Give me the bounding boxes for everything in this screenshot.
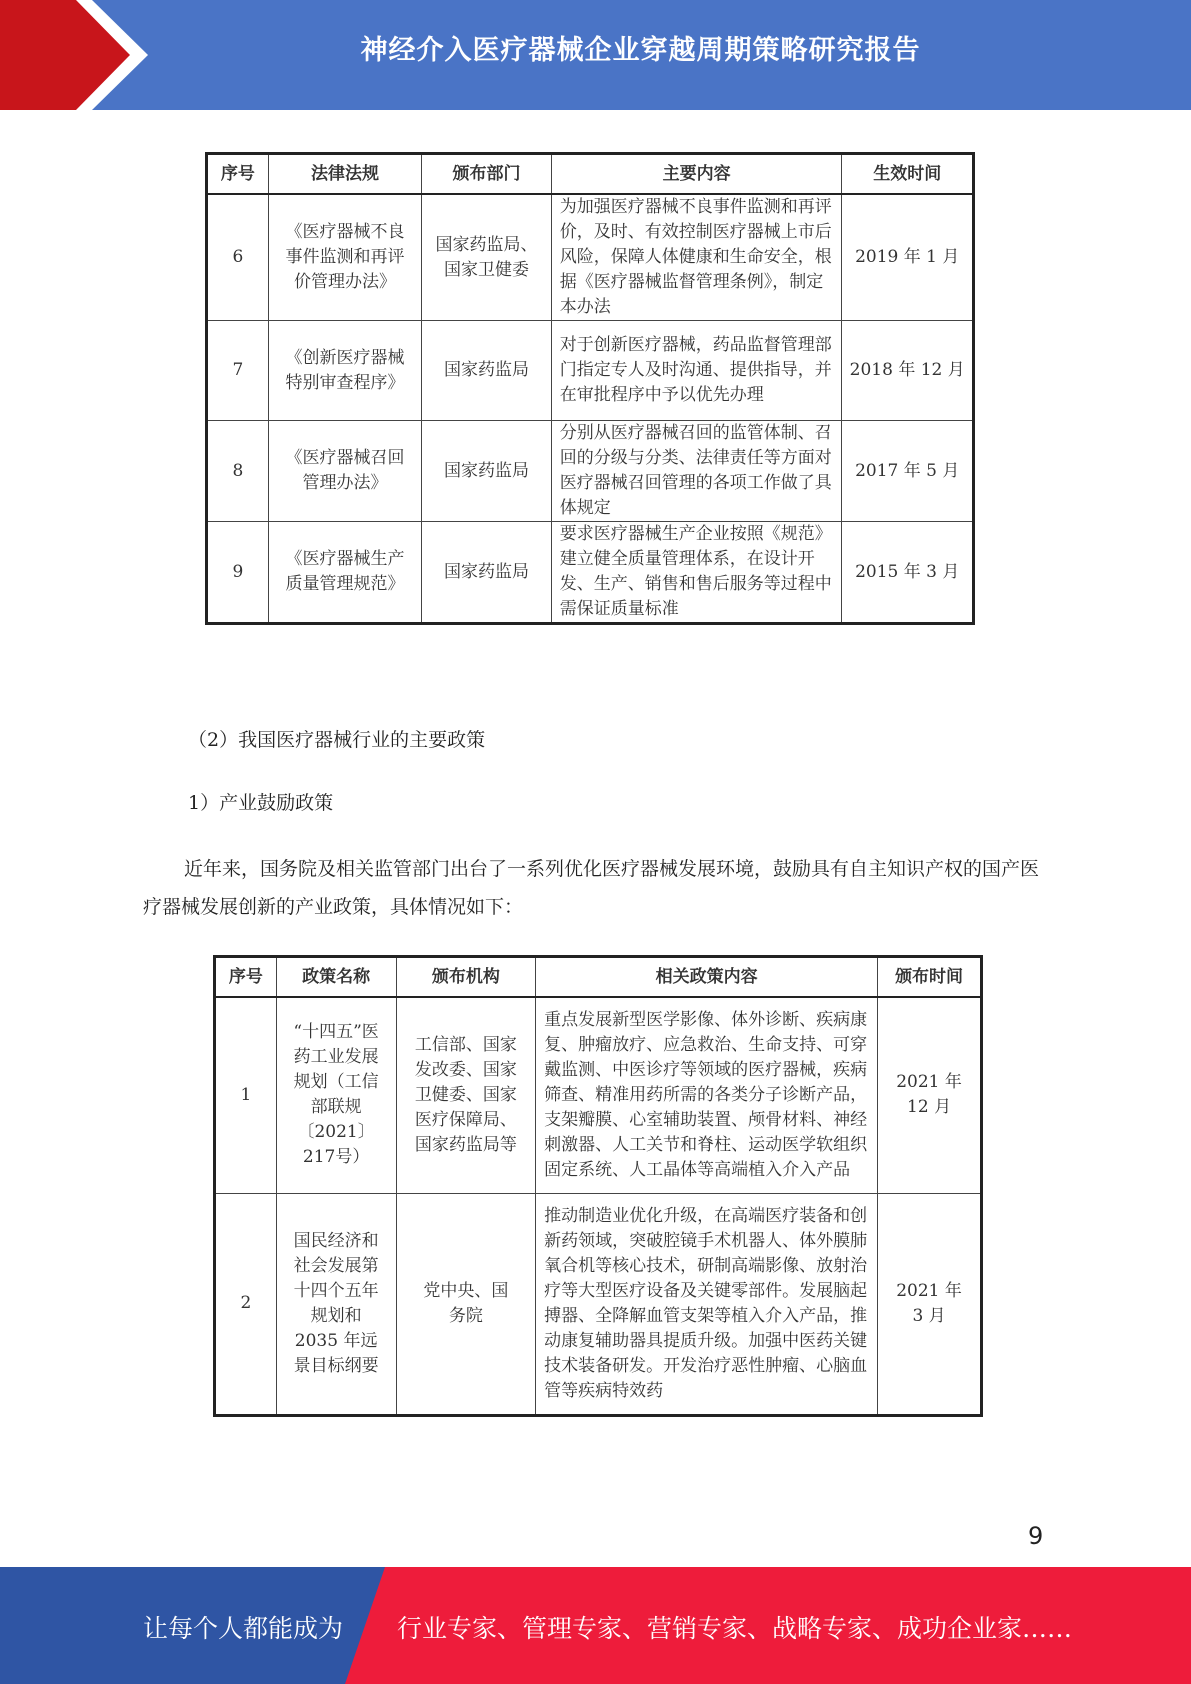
regulation-name: 《医疗器械生产质量管理规范》 (268, 522, 421, 624)
section-heading: （2）我国医疗器械行业的主要政策 (188, 729, 486, 751)
table-row (207, 321, 974, 421)
regulation-name: 《医疗器械不良事件监测和再评价管理办法》 (268, 194, 421, 321)
issuing-agency: 党中央、国务院 (396, 1193, 536, 1415)
intro-paragraph: 近年来，国务院及相关监管部门出台了一系列优化医疗器械发展环境，鼓励具有自主知识产权的国产医疗器械发展创新的产业政策，具体情况如下： (143, 858, 1040, 918)
column-header: 颁布机构 (396, 957, 536, 998)
policy-content: 推动制造业优化升级，在高端医疗装备和创新药领域，突破腔镜手术机器人、体外膜肺氧合机等核心技术，研制高端影像、放射治疗等大型医疗设备及关键零部件。发展脑起搏器、全降解血管支架等植入介入产品，推动康复辅助器具提质升级。加强中医药关键技术装备研发。开发治疗恶性肿瘤、心脑血管等疾病特效药 (536, 1193, 878, 1415)
row-index: 6 (207, 194, 269, 321)
issuing-department: 国家药监局、国家卫健委 (422, 194, 552, 321)
issuing-department: 国家药监局 (422, 522, 552, 624)
main-content: 对于创新医疗器械，药品监督管理部门指定专人及时沟通、提供指导，并在审批程序中予以优先办理 (551, 321, 842, 421)
page-header (0, 0, 1191, 110)
effective-date: 2015 年 3 月 (842, 522, 974, 624)
main-content: 分别从医疗器械召回的监管体制、召回的分级与分类、法律责任等方面对医疗器械召回管理的各项工作做了具体规定 (551, 421, 842, 522)
regulation-name: 《医疗器械召回管理办法》 (268, 421, 421, 522)
row-index: 8 (207, 421, 269, 522)
table-row (215, 1193, 982, 1415)
column-header: 法律法规 (268, 154, 421, 195)
table-row (207, 522, 974, 624)
column-header: 政策名称 (276, 957, 396, 998)
regulations-table (205, 152, 975, 625)
effective-date: 2019 年 1 月 (842, 194, 974, 321)
table-row (207, 421, 974, 522)
row-index: 7 (207, 321, 269, 421)
page-footer (0, 1567, 1191, 1684)
row-index: 9 (207, 522, 269, 624)
column-header: 主要内容 (551, 154, 842, 195)
issue-date: 2021 年 3 月 (878, 1193, 982, 1415)
issuing-agency: 工信部、国家发改委、国家卫健委、国家医疗保障局、国家药监局等 (396, 997, 536, 1193)
main-content: 为加强医疗器械不良事件监测和再评价，及时、有效控制医疗器械上市后风险，保障人体健康和生命安全，根据《医疗器械监督管理条例》，制定本办法 (551, 194, 842, 321)
regulation-name: 《创新医疗器械特别审查程序》 (268, 321, 421, 421)
page-number: 9 (1028, 1522, 1044, 1550)
policy-name: “十四五”医药工业发展规划（工信部联规〔2021〕217号） (276, 997, 396, 1193)
policy-name: 国民经济和社会发展第十四个五年规划和 2035 年远景目标纲要 (276, 1193, 396, 1415)
effective-date: 2017 年 5 月 (842, 421, 974, 522)
subsection-heading: 1）产业鼓励政策 (188, 792, 334, 814)
issuing-department: 国家药监局 (422, 321, 552, 421)
column-header: 颁布部门 (422, 154, 552, 195)
main-content: 要求医疗器械生产企业按照《规范》建立健全质量管理体系，在设计开发、生产、销售和售后服务等过程中需保证质量标准 (551, 522, 842, 624)
policies-table (213, 955, 983, 1417)
row-index: 2 (215, 1193, 277, 1415)
column-header: 序号 (207, 154, 269, 195)
table-header-row (215, 957, 982, 998)
column-header: 颁布时间 (878, 957, 982, 998)
table-row (215, 997, 982, 1193)
policy-content: 重点发展新型医学影像、体外诊断、疾病康复、肿瘤放疗、应急救治、生命支持、可穿戴监测、中医诊疗等领域的医疗器械，疾病筛查、精准用药所需的各类分子诊断产品，支架瓣膜、心室辅助装置、颅骨材料、神经刺激器、人工关节和脊柱、运动医学软组织固定系统、人工晶体等高端植入介入产品 (536, 997, 878, 1193)
column-header: 相关政策内容 (536, 957, 878, 998)
effective-date: 2018 年 12 月 (842, 321, 974, 421)
issuing-department: 国家药监局 (422, 421, 552, 522)
row-index: 1 (215, 997, 277, 1193)
table-header-row (207, 154, 974, 195)
table-row (207, 194, 974, 321)
issue-date: 2021 年 12 月 (878, 997, 982, 1193)
report-title: 神经介入医疗器械企业穿越周期策略研究报告 (360, 35, 921, 66)
column-header: 序号 (215, 957, 277, 998)
column-header: 生效时间 (842, 154, 974, 195)
footer-slogan-right: 行业专家、管理专家、营销专家、战略专家、成功企业家…… (397, 1614, 1073, 1643)
footer-slogan-left: 让每个人都能成为 (143, 1614, 344, 1643)
